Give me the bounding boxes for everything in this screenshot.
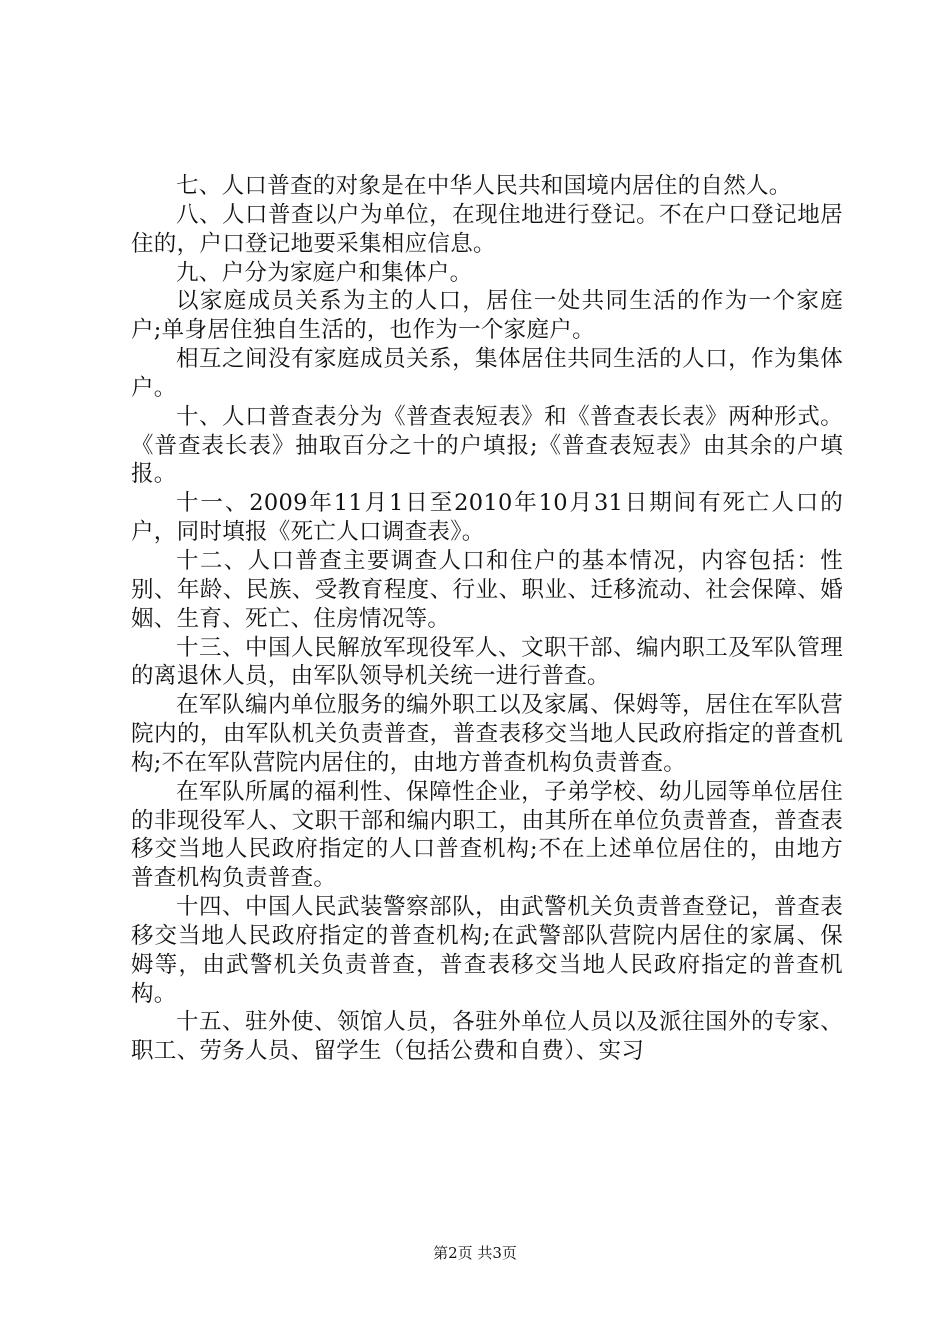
paragraph-13: 十三、中国人民解放军现役军人、文职干部、编内职工及军队管理的离退休人员，由军队领导机关统一进行普查。 — [131, 634, 843, 690]
paragraph-15: 十五、驻外使、领馆人员，各驻外单位人员以及派往国外的专家、职工、劳务人员、留学生（包括公费和自费）、实习 — [131, 1009, 843, 1065]
paragraph-12: 十二、人口普查主要调查人口和住户的基本情况，内容包括：性别、年龄、民族、受教育程度、行业、职业、迁移流动、社会保障、婚姻、生育、死亡、住房情况等。 — [131, 547, 843, 632]
page-footer: 第2页 共3页 — [433, 1244, 517, 1262]
paragraph-military-enterprises: 在军队所属的福利性、保障性企业，子弟学校、幼儿园等单位居住的非现役军人、文职干部和编内职工，由其所在单位负责普查，普查表移交当地人民政府指定的人口普查机构;不在上述单位居住的，由地方普查机构负责普查。 — [131, 778, 843, 892]
paragraph-7: 七、人口普查的对象是在中华人民共和国境内居住的自然人。 — [176, 173, 792, 199]
document-body — [131, 172, 843, 1066]
paragraph-military-non-staff: 在军队编内单位服务的编外职工以及家属、保姆等，居住在军队营院内的，由军队机关负责普查，普查表移交当地人民政府指定的普查机构;不在军队营院内居住的，由地方普查机构负责普查。 — [131, 692, 843, 776]
paragraph-8: 八、人口普查以户为单位，在现住地进行登记。不在户口登记地居住的，户口登记地要采集相应信息。 — [131, 201, 843, 257]
paragraph-10: 十、人口普查表分为《普查表短表》和《普查表长表》两种形式。《普查表长表》抽取百分之十的户填报;《普查表短表》由其余的户填报。 — [131, 403, 843, 488]
paragraph-9: 九、户分为家庭户和集体户。 — [176, 259, 473, 286]
paragraph-collective-household: 相互之间没有家庭成员关系，集体居住共同生活的人口，作为集体户。 — [131, 346, 843, 401]
paragraph-14: 十四、中国人民武装警察部队，由武警机关负责普查登记，普查表移交当地人民政府指定的普查机构;在武警部队营院内居住的家属、保姆等，由武警机关负责普查，普查表移交当地人民政府指定的普查机构。 — [131, 894, 843, 1007]
paragraph-family-household: 以家庭成员关系为主的人口，居住一处共同生活的作为一个家庭户;单身居住独自生活的，也作为一个家庭户。 — [131, 288, 843, 344]
paragraph-11: 十一、2009年11月1日至2010年10月31日期间有死亡人口的户，同时填报《死亡人口调查表》。 — [131, 490, 843, 546]
